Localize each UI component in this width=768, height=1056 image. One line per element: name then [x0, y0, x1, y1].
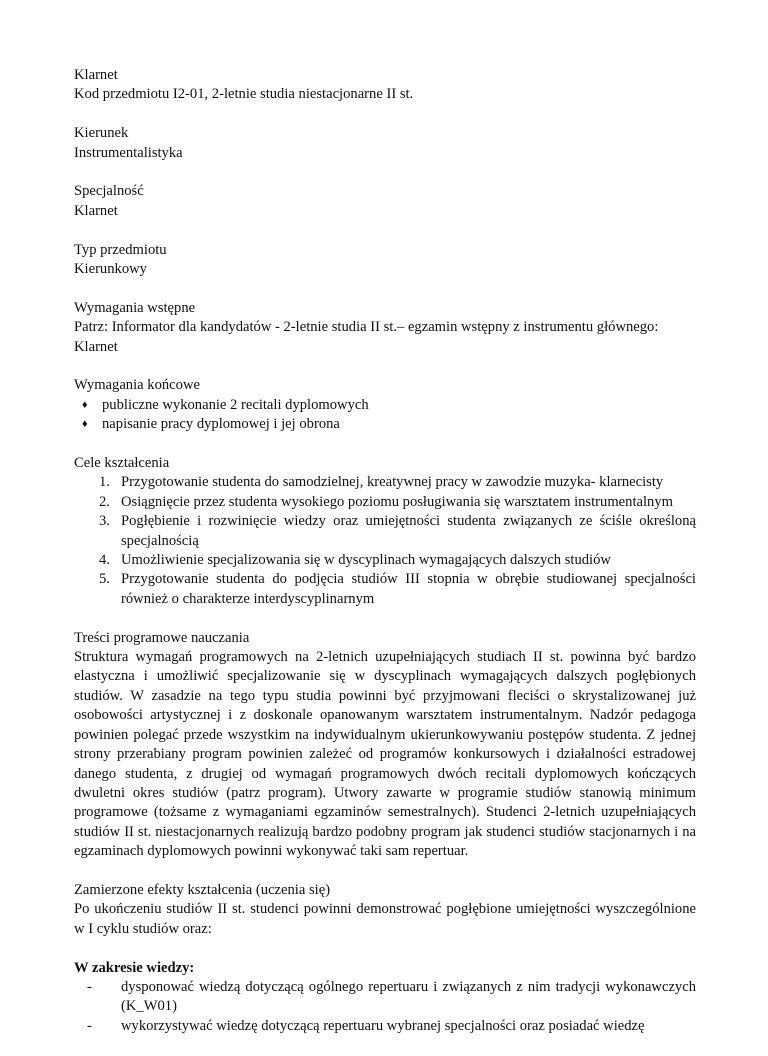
typ-label: Typ przedmiotu: [74, 241, 167, 258]
document-page: [74, 66, 696, 1056]
list-number: 3.: [99, 513, 110, 530]
list-item-text: Pogłębienie i rozwinięcie wiedzy oraz umiejętności studenta związanych ze ściśle określoną specjalnością: [121, 513, 696, 549]
list-item: [74, 415, 696, 434]
kierunek-value: Instrumentalistyka: [74, 144, 183, 161]
cele-list: [74, 473, 696, 609]
list-item-text: wykorzystywać wiedzę dotyczącą repertuaru wybranej specjalności oraz posiadać wiedzę: [121, 1017, 645, 1034]
specjalnosc-label: Specjalność: [74, 183, 144, 200]
list-item: [74, 1017, 696, 1036]
course-code-line: Kod przedmiotu I2-01, 2-letnie studia niestacjonarne II st.: [74, 86, 414, 103]
list-item: [74, 551, 696, 570]
wiedza-list: [74, 978, 696, 1036]
header-section: [74, 66, 696, 105]
list-number: 5.: [99, 571, 110, 588]
list-number: 2.: [99, 493, 110, 510]
list-number: 1.: [99, 474, 110, 491]
list-item: [74, 473, 696, 492]
specjalnosc-value: Klarnet: [74, 202, 118, 219]
wymagania-koncowe-list: [74, 396, 696, 435]
wiedza-subheading: W zakresie wiedzy:: [74, 959, 195, 976]
wymagania-koncowe-section: [74, 376, 696, 434]
list-item-text: dysponować wiedzą dotyczącą ogólnego repertuaru i związanych z nim tradycji wykonawczych (K_W01): [121, 978, 696, 1015]
typ-section: [74, 241, 696, 280]
wymagania-wstepne-section: [74, 299, 696, 357]
typ-value: Kierunkowy: [74, 261, 147, 278]
wiedza-section: [74, 959, 696, 1037]
efekty-label: Zamierzone efekty kształcenia (uczenia się): [74, 881, 331, 898]
list-item: [74, 512, 696, 551]
list-item-text: napisanie pracy dyplomowej i jej obrona: [102, 416, 340, 433]
list-item-text: Osiągnięcie przez studenta wysokiego poziomu posługiwania się warsztatem instrumentalnym: [121, 493, 673, 510]
specjalnosc-section: [74, 182, 696, 221]
list-item-text: publiczne wykonanie 2 recitali dyplomowych: [102, 396, 369, 413]
tresci-body: Struktura wymagań programowych na 2-letnich uzupełniających studiach II st. powinna być bardzo elastyczna i umożliwić specjalizowanie się w dyscyplinach wymagających dalszych pogłębionych studiów. W zasadzie na tego typu studia powinni być przyjmowani fleciści o skrystalizowanej już osobowości artystycznej i z doskonale opanowanym warsztatem instrumentalnym. Nadzór pedagoga powinien polegać przede wszystkim na indywidualnym ukierunkowywaniu postępów studenta. Z jednej strony przerabiany program powinien zależeć od programów konkursowych i działalności estradowej danego studenta, z drugiej od wymagań programowych dwóch recitali dyplomowych kończących dwuletni okres studiów (patrz program). Utwory zawarte w programie studiów stanowią minimum programowe (tożsame z wymaganiami egzaminów semestralnych). Studenci 2-letnich uzupełniających studiów II st. niestacjonarnych realizują bardzo podobny program jak studenci studiów stacjonarnych i na egzaminach dyplomowych powinni wykonywać taki sam repertuar.: [74, 649, 696, 860]
list-item: [74, 978, 696, 1017]
list-item: [74, 396, 696, 415]
list-item-text: Umożliwienie specjalizowania się w dyscyplinach wymagających dalszych studiów: [121, 552, 611, 569]
diamond-bullet-icon: ♦: [82, 418, 88, 431]
dash-bullet: -: [87, 1017, 92, 1034]
wymagania-koncowe-label: Wymagania końcowe: [74, 377, 200, 394]
tresci-label: Treści programowe nauczania: [74, 629, 250, 646]
wymagania-wstepne-label: Wymagania wstępne: [74, 299, 196, 316]
wymagania-wstepne-value: Patrz: Informator dla kandydatów - 2-letnie studia II st.– egzamin wstępny z instrumentu głównego: Klarnet: [74, 319, 659, 355]
document-title: Klarnet: [74, 67, 118, 83]
dash-bullet: -: [87, 978, 92, 995]
diamond-bullet-icon: ♦: [82, 398, 88, 411]
list-item-text: Przygotowanie studenta do podjęcia studiów III stopnia w obrębie studiowanej specjalności również o charakterze interdyscyplinarnym: [121, 571, 696, 607]
cele-section: [74, 454, 696, 609]
efekty-section: [74, 881, 696, 939]
tresci-section: [74, 629, 696, 862]
list-item-text: Przygotowanie studenta do samodzielnej, kreatywnej pracy w zawodzie muzyka- klarnecisty: [121, 474, 664, 491]
cele-label: Cele kształcenia: [74, 455, 170, 472]
list-number: 4.: [99, 552, 110, 569]
list-item: [74, 493, 696, 512]
list-item: [74, 570, 696, 609]
efekty-intro: Po ukończeniu studiów II st. studenci powinni demonstrować pogłębione umiejętności wyszczególnione w I cyklu studiów oraz:: [74, 901, 696, 937]
kierunek-label: Kierunek: [74, 125, 129, 142]
kierunek-section: [74, 124, 696, 163]
